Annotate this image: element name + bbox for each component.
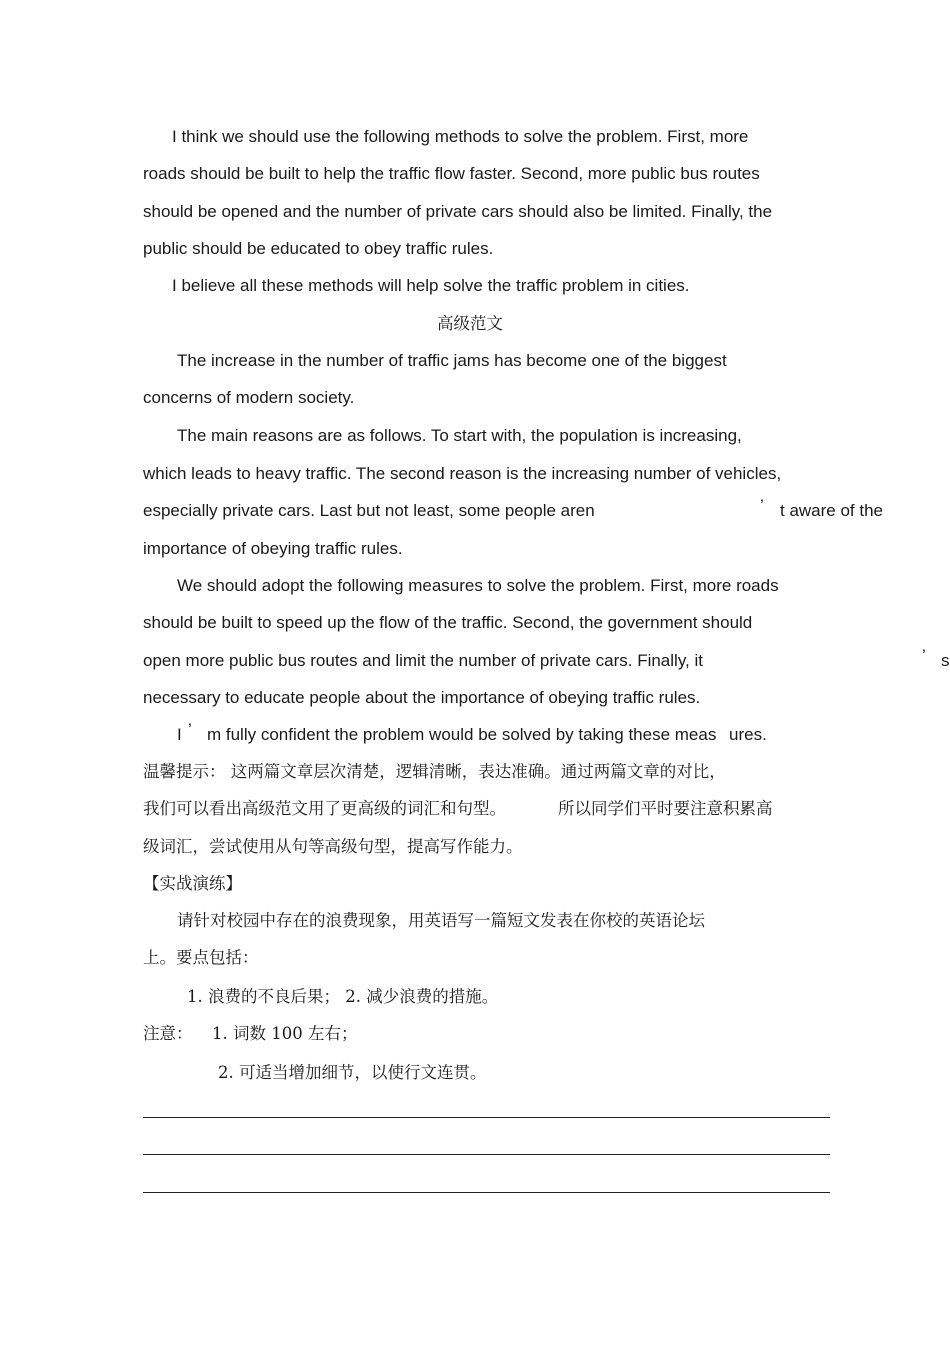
para1-line1: I think we should use the following methods to solve the problem. First, more (172, 127, 749, 146)
para3-line1: The increase in the number of traffic jams has become one of the biggest (177, 351, 727, 370)
para3-line2: concerns of modern society. (143, 388, 355, 407)
para4-line2: which leads to heavy traffic. The second reason is the increasing number of vehicles, (143, 464, 782, 483)
section-heading: 高级范文 (437, 314, 503, 333)
para1-line3: should be opened and the number of private cars should also be limited. Finally, the (143, 202, 773, 221)
para6-overlap-ures: ures. (729, 725, 767, 744)
note-item2: 2. 可适当增加细节，以使行文连贯。 (218, 1063, 487, 1082)
tip-line3: 级词汇，尝试使用从句等高级句型，提高写作能力。 (143, 837, 523, 856)
practice-line1: 请针对校园中存在的浪费现象，用英语写一篇短文发表在你校的英语论坛 (177, 911, 705, 930)
para5-line4: necessary to educate people about the importance of obeying traffic rules. (143, 688, 701, 707)
para2-line1: I believe all these methods will help solve the traffic problem in cities. (172, 276, 690, 295)
note-label: 注意： (143, 1024, 193, 1043)
para1-line4: public should be educated to obey traffic rules. (143, 239, 494, 258)
para4-line4: importance of obeying traffic rules. (143, 539, 403, 558)
tip-line2b: 所以同学们平时要注意积累高 (558, 799, 773, 818)
writing-line-2 (143, 1154, 830, 1155)
para6-text: m fully confident the problem would be solved by taking these meas (207, 725, 717, 744)
para5-apostrophe: ’ (922, 646, 926, 665)
para6-apostrophe: ’ (188, 720, 192, 739)
practice-points: 1. 浪费的不良后果； 2. 减少浪费的措施。 (187, 987, 499, 1006)
writing-line-3 (143, 1192, 830, 1193)
para6-i: I (177, 725, 182, 744)
para5-line3c: s (941, 651, 950, 670)
para4-apostrophe: ’ (760, 496, 764, 515)
practice-title: 【实战演练】 (143, 874, 242, 893)
writing-line-1 (143, 1117, 830, 1118)
para5-line2: should be built to speed up the flow of the traffic. Second, the government should (143, 613, 753, 632)
practice-line2: 上。要点包括： (143, 948, 259, 967)
para1-line2: roads should be built to help the traffic flow faster. Second, more public bus routes (143, 164, 760, 183)
tip-line1: 温馨提示： 这两篇文章层次清楚，逻辑清晰，表达准确。通过两篇文章的对比， (143, 762, 726, 781)
tip-line2a: 我们可以看出高级范文用了更高级的词汇和句型。 (143, 799, 506, 818)
para4-line3c: t aware of the (780, 501, 884, 520)
note-item1: 1. 词数 100 左右； (212, 1024, 358, 1043)
para5-line3a: open more public bus routes and limit the number of private cars. Finally, it (143, 651, 704, 670)
para4-line3a: especially private cars. Last but not least, some people aren (143, 501, 595, 520)
para5-line1: We should adopt the following measures to solve the problem. First, more roads (177, 576, 779, 595)
para4-line1: The main reasons are as follows. To start with, the population is increasing, (177, 426, 742, 445)
